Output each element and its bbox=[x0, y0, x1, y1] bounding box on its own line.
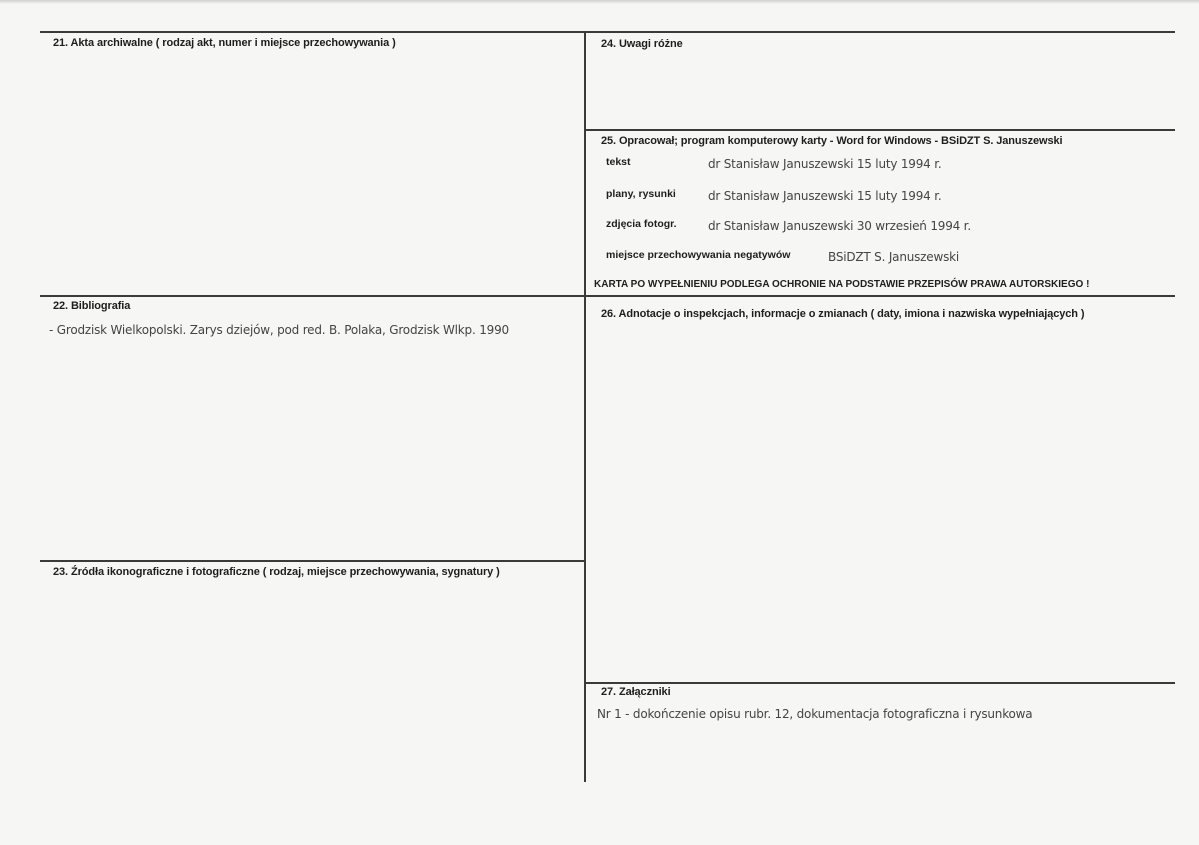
section-22-title: 22. Bibliografia bbox=[53, 300, 131, 312]
s25-row-label-plany: plany, rysunki bbox=[606, 188, 676, 200]
rule-s25-top bbox=[585, 129, 1175, 131]
s25-row-value-plany: dr Stanisław Januszewski 15 luty 1994 r. bbox=[708, 189, 942, 203]
s25-negatives-value: BSiDZT S. Januszewski bbox=[828, 250, 960, 264]
section-24-title: 24. Uwagi różne bbox=[601, 38, 683, 50]
scan-top-edge bbox=[0, 0, 1199, 4]
section-27-title: 27. Załączniki bbox=[601, 686, 671, 698]
rule-s27-top bbox=[585, 682, 1175, 684]
attachments-entry: Nr 1 - dokończenie opisu rubr. 12, dokumentacja fotograficzna i rysunkowa bbox=[597, 707, 1033, 721]
section-25-title: 25. Opracował; program komputerowy karty - Word for Windows - BSiDZT S. Januszewski bbox=[601, 135, 1063, 147]
s25-row-label-zdjecia: zdjęcia fotogr. bbox=[606, 218, 677, 230]
rule-center-vertical bbox=[584, 31, 586, 782]
s25-row-label-tekst: tekst bbox=[606, 156, 631, 168]
s25-row-value-zdjecia: dr Stanisław Januszewski 30 wrzesień 1994 r. bbox=[708, 219, 971, 233]
s25-row-value-tekst: dr Stanisław Januszewski 15 luty 1994 r. bbox=[708, 157, 942, 171]
s25-negatives-label: miejsce przechowywania negatywów bbox=[606, 249, 791, 261]
section-21-title: 21. Akta archiwalne ( rodzaj akt, numer i miejsce przechowywania ) bbox=[53, 37, 396, 49]
section-23-title: 23. Źródła ikonograficzne i fotograficzne ( rodzaj, miejsce przechowywania, sygnatury ) bbox=[53, 566, 500, 578]
rule-s26-top bbox=[585, 295, 1175, 297]
rule-s22-top bbox=[40, 295, 585, 297]
rule-top-right bbox=[585, 31, 1175, 33]
bibliography-entry: - Grodzisk Wielkopolski. Zarys dziejów, pod red. B. Polaka, Grodzisk Wlkp. 1990 bbox=[49, 323, 509, 337]
rule-top-left bbox=[40, 31, 585, 33]
copyright-notice: KARTA PO WYPEŁNIENIU PODLEGA OCHRONIE NA PODSTAWIE PRZEPISÓW PRAWA AUTORSKIEGO ! bbox=[594, 279, 1090, 290]
rule-s23-top bbox=[40, 560, 585, 562]
section-26-title: 26. Adnotacje o inspekcjach, informacje o zmianach ( daty, imiona i nazwiska wypełniających ) bbox=[601, 308, 1085, 320]
